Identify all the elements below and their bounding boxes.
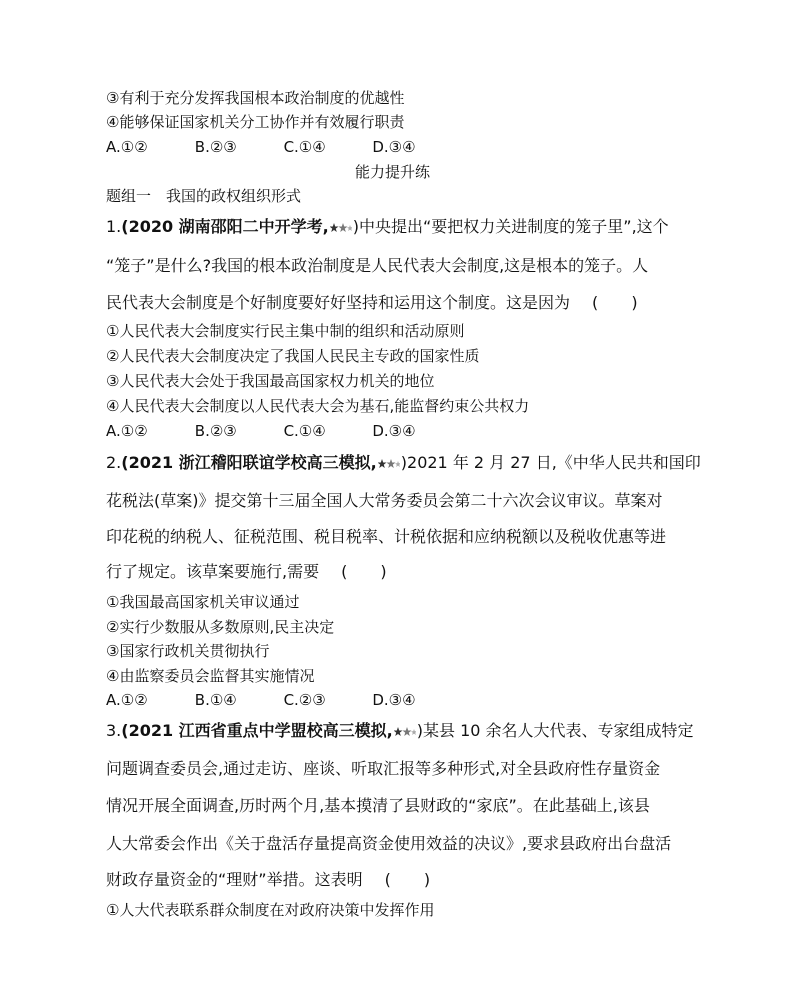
question-source: (2020 湖南邵阳二中开学考,: [121, 217, 329, 236]
question-3-line-4: 人大常委会作出《关于盘活存量提高资金使用效益的决议》,要求县政府出台盘活: [106, 834, 672, 853]
question-number: 1.: [106, 217, 122, 236]
answer-options: [106, 420, 416, 442]
statement-4: ④人民代表大会制度以人民代表大会为基石,能监督约束公共权力: [106, 397, 530, 415]
question-stem: )2021 年 2 月 27 日,《中华人民共和国印: [400, 453, 701, 472]
question-stem: 民代表大会制度是个好制度要好好坚持和运用这个制度。这是因为: [106, 293, 571, 312]
option-b: B.②③: [194, 422, 237, 440]
option-c: C.①④: [283, 422, 326, 440]
statement-1: ①人大代表联系群众制度在对政府决策中发挥作用: [106, 901, 435, 919]
statement-4: ④由监察委员会监督其实施情况: [106, 667, 315, 685]
question-3-line-5: [106, 868, 444, 892]
question-1-line-2: “笼子”是什么?我国的根本政治制度是人民代表大会制度,这是根本的笼子。人: [106, 256, 649, 275]
question-number: 3.: [106, 721, 122, 740]
statement-2: ②实行少数服从多数原则,民主决定: [106, 618, 335, 636]
statement-3: ③有利于充分发挥我国根本政治制度的优越性: [106, 89, 405, 107]
question-3-line-2: 问题调查委员会,通过走访、座谈、听取汇报等多种形式,对全县政府性存量资金: [106, 759, 661, 778]
question-3-line-1: [106, 719, 694, 743]
question-stem: )某县 10 余名人大代表、专家组成特定: [416, 721, 694, 740]
option-c: C.②③: [283, 691, 326, 709]
statement-2: ②人民代表大会制度决定了我国人民民主专政的国家性质: [106, 347, 480, 365]
question-stem: 行了规定。该草案要施行,需要: [106, 562, 320, 581]
question-1-line-3: [106, 291, 652, 315]
statement-4: ④能够保证国家机关分工协作并有效履行职责: [106, 113, 405, 131]
option-b: B.②③: [194, 138, 237, 156]
answer-paren: ( ): [592, 293, 652, 312]
question-2-line-1: [106, 451, 701, 475]
question-3-line-3: 情况开展全面调查,历时两个月,基本摸清了县财政的“家底”。在此基础上,该县: [106, 796, 650, 815]
option-a: A.①②: [106, 138, 148, 156]
answer-paren: ( ): [384, 870, 445, 889]
question-stem: 财政存量资金的“理财”举措。这表明: [106, 870, 363, 889]
question-source: (2021 江西省重点中学盟校高三模拟,: [121, 721, 393, 740]
statement-3: ③人民代表大会处于我国最高国家权力机关的地位: [106, 372, 435, 390]
answer-options: [106, 136, 416, 158]
option-a: A.①②: [106, 422, 148, 440]
question-2-line-3: 印花税的纳税人、征税范围、税目税率、计税依据和应纳税额以及税收优惠等进: [106, 527, 667, 546]
option-d: D.③④: [372, 422, 416, 440]
question-2-line-2: 花税法(草案)》提交第十三届全国人大常务委员会第二十六次会议审议。草案对: [106, 491, 663, 510]
question-stem: )中央提出“要把权力关进制度的笼子里”,这个: [352, 217, 669, 236]
statement-3: ③国家行政机关贯彻执行: [106, 642, 270, 660]
question-number: 2.: [106, 453, 122, 472]
option-b: B.①④: [194, 691, 237, 709]
question-source: (2021 浙江稽阳联谊学校高三模拟,: [121, 453, 377, 472]
section-title: 能力提升练: [355, 163, 431, 181]
option-c: C.①④: [283, 138, 326, 156]
option-d: D.③④: [372, 691, 416, 709]
question-1-line-1: [106, 215, 669, 239]
option-d: D.③④: [372, 138, 416, 156]
difficulty-stars-icon: [394, 726, 416, 738]
statement-1: ①我国最高国家机关审议通过: [106, 593, 300, 611]
option-a: A.①②: [106, 691, 148, 709]
question-2-line-4: [106, 560, 401, 584]
group-title: 题组一 我国的政权组织形式: [106, 187, 302, 205]
answer-options: [106, 689, 416, 711]
statement-1: ①人民代表大会制度实行民主集中制的组织和活动原则: [106, 322, 465, 340]
difficulty-stars-icon: [378, 458, 400, 470]
answer-paren: ( ): [341, 562, 401, 581]
difficulty-stars-icon: [330, 222, 352, 234]
